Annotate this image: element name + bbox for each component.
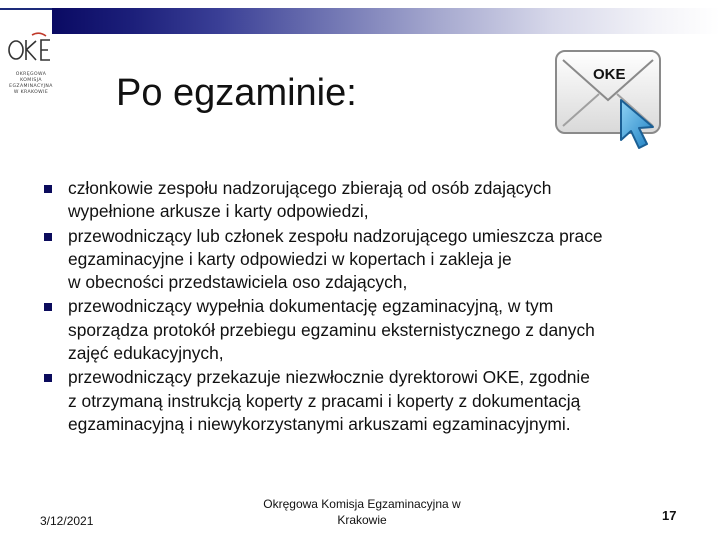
footer-organization — [252, 496, 472, 528]
bullet-square-icon — [44, 303, 52, 311]
bullet-line: egzaminacyjną i niewykorzystanymi arkuszami egzaminacyjnymi. — [68, 413, 571, 434]
logo-caption — [2, 72, 60, 96]
footer-org-line-1: Okręgowa Komisja Egzaminacyjna w — [263, 497, 461, 511]
bullet-item — [40, 225, 700, 295]
bullet-square-icon — [44, 185, 52, 193]
bullet-square-icon — [44, 374, 52, 382]
logo-line-4: W KRAKOWIE — [13, 90, 49, 95]
bullet-line: z otrzymaną instrukcją koperty z pracami i koperty z dokumentacją — [68, 390, 581, 411]
bullet-line: przewodniczący przekazuje niezwłocznie dyrektorowi OKE, zgodnie — [68, 367, 590, 388]
logo-line-2: KOMISJA — [20, 78, 42, 83]
logo-line-1: OKRĘGOWA — [15, 72, 47, 77]
bullet-text — [68, 177, 700, 224]
bullet-line: wypełnione arkusze i karty odpowiedzi, — [68, 201, 369, 222]
footer-org-line-2: Krakowie — [337, 513, 387, 527]
bullet-line: egzaminacyjne i karty odpowiedzi w kopertach i zakleja je — [68, 248, 512, 269]
logo-line-3: EGZAMINACYJNA — [9, 84, 53, 89]
bullet-item — [40, 295, 700, 365]
bullet-list — [40, 177, 700, 437]
footer-date: 3/12/2021 — [40, 514, 94, 528]
bullet-line: w obecności przedstawiciela oso zdających, — [68, 272, 408, 293]
header-gradient-bar — [52, 8, 720, 34]
bullet-item — [40, 177, 700, 224]
bullet-line: sporządza protokół przebiegu egzaminu eksternistycznego z danych — [68, 319, 595, 340]
bullet-square-icon — [44, 233, 52, 241]
bullet-line: członkowie zespołu nadzorującego zbierają od osób zdających — [68, 178, 552, 198]
bullet-line: zajęć edukacyjnych, — [68, 343, 224, 364]
slide-title: Po egzaminie: — [116, 72, 357, 114]
oke-logo-mark-icon — [6, 32, 54, 64]
left-divider-line — [0, 8, 52, 10]
bullet-text — [68, 295, 700, 365]
bullet-line: przewodniczący wypełnia dokumentację egzaminacyjną, w tym — [68, 296, 554, 317]
bullet-text — [68, 225, 700, 295]
page-number: 17 — [662, 508, 677, 523]
bullet-line: przewodniczący lub członek zespołu nadzorującego umieszcza prace — [68, 225, 603, 246]
oke-logo — [2, 22, 58, 102]
bullet-item — [40, 366, 700, 436]
bullet-text — [68, 366, 700, 436]
envelope-label: OKE — [593, 66, 626, 83]
